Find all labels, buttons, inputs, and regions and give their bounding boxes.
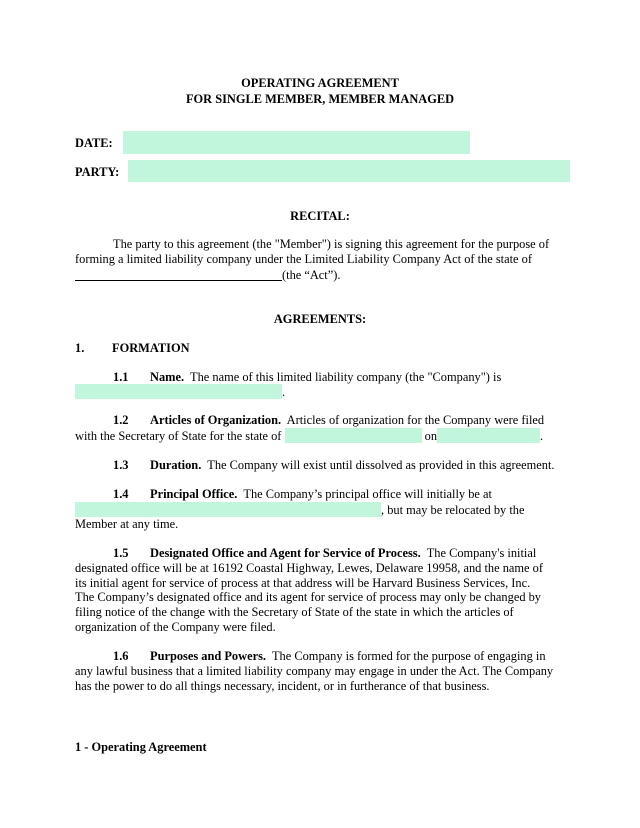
section-1-5-line-3: its initial agent for service of process at that address will be Harvard Business Services, Inc.	[75, 576, 531, 590]
recital-line-3: (the “Act”).	[75, 267, 340, 283]
section-1-4-line-1: 1.4 Principal Office. The Company’s principal office will initially be at	[113, 487, 492, 501]
section-1-2-line-2: with the Secretary of State for the state of on .	[75, 429, 544, 443]
section-1-5-line-6: organization of the Company were filed.	[75, 620, 276, 634]
recital-line-2: forming a limited liability company under the Limited Liability Company Act of the state of	[75, 252, 532, 266]
section-1-1-line-2: .	[75, 384, 285, 400]
recital-heading: RECITAL:	[290, 209, 350, 223]
section-1-4-line-2: , but may be relocated by the	[75, 502, 524, 518]
section-1-5-line-2: designated office will be at 16192 Coastal Highway, Lewes, Delaware 19958, and the name of	[75, 561, 543, 575]
section-1-5-line-5: filing notice of the change with the Secretary of State of the state in which the articles of	[75, 605, 514, 619]
document-subtitle: FOR SINGLE MEMBER, MEMBER MANAGED	[185, 92, 455, 106]
section-1-6-line-3: has the power to do all things necessary, incident, or in furtherance of that business.	[75, 679, 490, 693]
recital-line-1: The party to this agreement (the "Member") is signing this agreement for the purpose of	[113, 237, 550, 251]
page-footer: 1 - Operating Agreement	[75, 740, 207, 754]
section-1-5-line-4: The Company’s designated office and its agent for service of process may only be changed by	[75, 590, 541, 604]
document-title: OPERATING AGREEMENT	[241, 76, 399, 90]
section-1-3-line-1: 1.3 Duration. The Company will exist until dissolved as provided in this agreement.	[113, 458, 555, 472]
section-1-2-line-1: 1.2 Articles of Organization. Articles of organization for the Company were filed	[113, 413, 545, 427]
section-1-6-line-2: any lawful business that a limited liability company may engage in under the Act. The Company	[75, 664, 554, 678]
section-1-1-line-1: 1.1 Name. The name of this limited liability company (the "Company") is	[113, 370, 502, 384]
party-label: PARTY:	[75, 165, 120, 179]
section-1-4-line-3: Member at any time.	[75, 517, 179, 531]
party-field[interactable]	[128, 160, 570, 182]
filing-state-field[interactable]	[285, 428, 422, 443]
principal-office-field[interactable]	[75, 502, 381, 517]
section-1-5-line-1: 1.5 Designated Office and Agent for Service of Process. The Company's initial	[113, 546, 537, 560]
company-name-field[interactable]	[75, 384, 282, 399]
state-blank[interactable]	[75, 267, 282, 281]
section-1-6-line-1: 1.6 Purposes and Powers. The Company is formed for the purpose of engaging in	[113, 649, 546, 663]
agreements-heading: AGREEMENTS:	[273, 312, 367, 326]
section-1-heading: 1. FORMATION	[75, 341, 190, 355]
date-label: DATE:	[75, 136, 113, 150]
filing-date-field[interactable]	[437, 428, 540, 443]
date-field[interactable]	[123, 131, 470, 154]
